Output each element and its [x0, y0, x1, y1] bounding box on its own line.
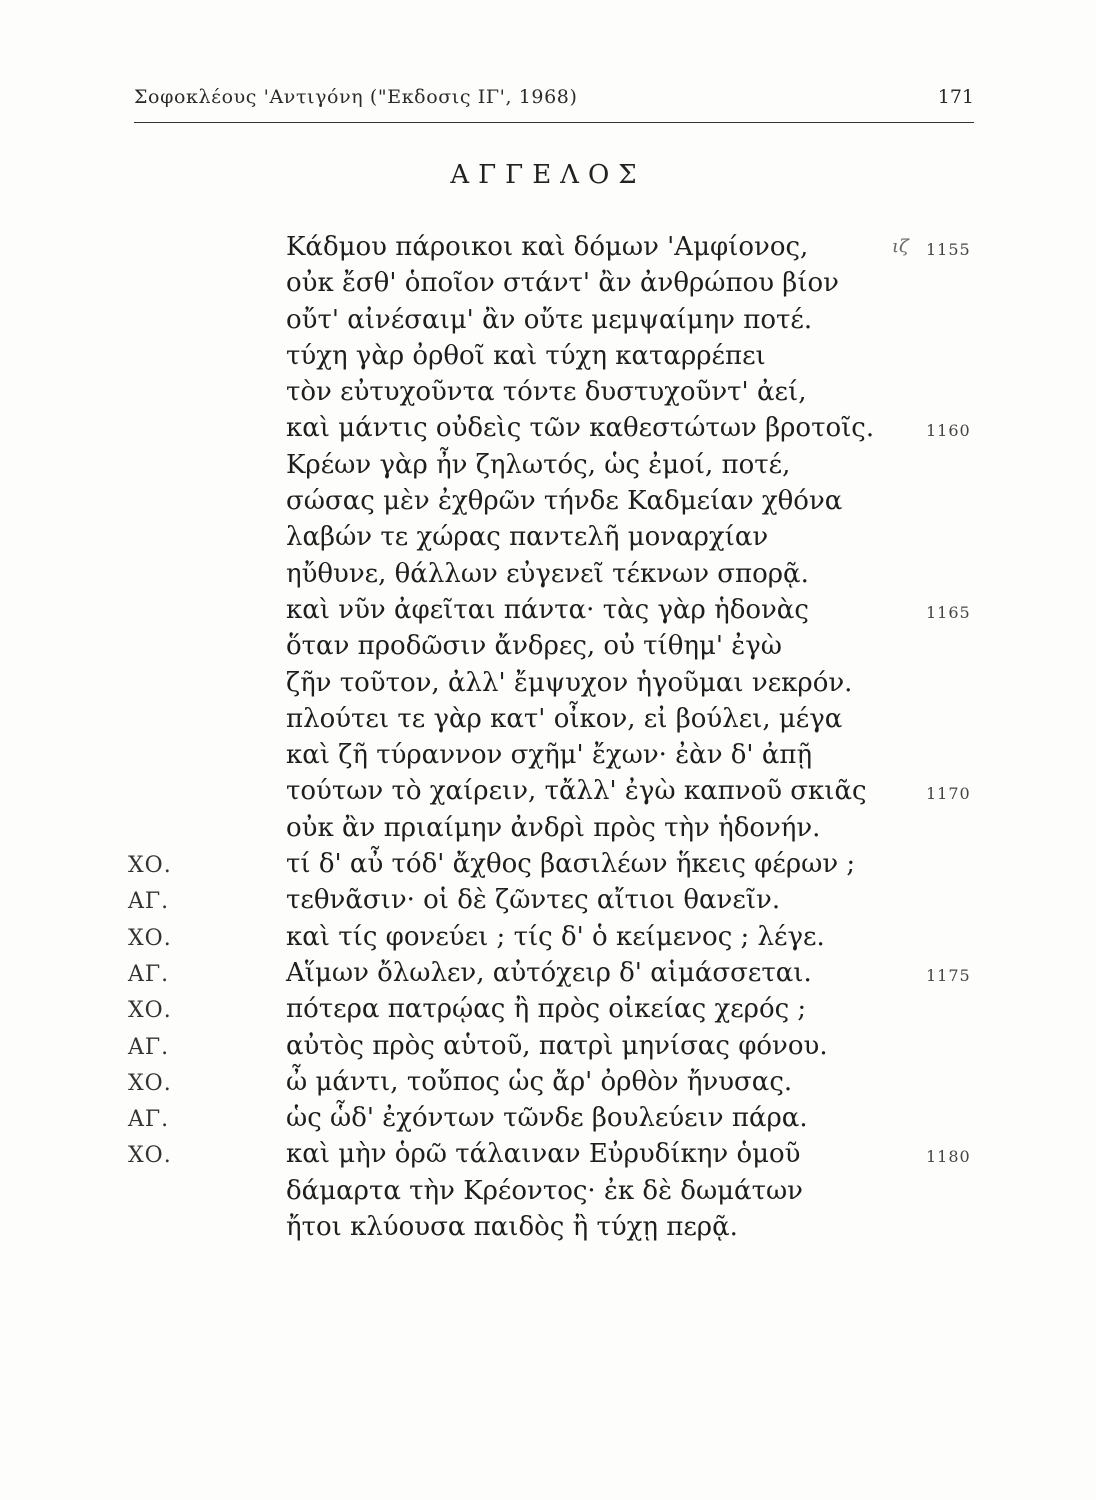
verse-line [0, 341, 1096, 377]
verse-text: τὸν εὐτυχοῦντα τόντε δυστυχοῦντ' ἀεί, [286, 377, 807, 408]
verse-text: καὶ τίς φονεύει ; τίς δ' ὁ κείμενος ; λέγε. [286, 921, 825, 952]
verse-text: τεθνᾶσιν· οἱ δὲ ζῶντες αἴτιοι θανεῖν. [286, 885, 781, 916]
speaker-label: ΑΓ. [128, 1107, 170, 1133]
verse-text: ηὔθυνε, θάλλων εὐγενεῖ τέκνων σπορᾷ. [286, 558, 809, 589]
verse-line [0, 704, 1096, 740]
line-number: 1180 [926, 1147, 971, 1167]
margin-annotation: ιζ [892, 236, 909, 257]
verse-line [0, 776, 1096, 812]
verse-line [0, 1139, 1096, 1175]
verse-text: ὅταν προδῶσιν ἄνδρες, οὐ τίθημ' ἐγὼ [286, 631, 782, 662]
speaker-label: ΑΓ. [128, 961, 170, 987]
verse-line [0, 522, 1096, 558]
verse-text: Αἵμων ὄλωλεν, αὐτόχειρ δ' αἱμάσσεται. [286, 957, 812, 988]
line-number: 1170 [926, 784, 971, 804]
verse-line [0, 668, 1096, 704]
verse-text: ὦ μάντι, τοὔπος ὡς ἄρ' ὀρθὸν ἤνυσας. [286, 1066, 793, 1097]
header-rule [134, 122, 974, 123]
verse-line [0, 268, 1096, 304]
verse-text: καὶ μὴν ὁρῶ τάλαιναν Εὐρυδίκην ὁμοῦ [286, 1139, 801, 1170]
verse-text: καὶ ζῆ τύραννον σχῆμ' ἔχων· ἐὰν δ' ἀπῇ [286, 740, 813, 771]
verse-line [0, 413, 1096, 449]
verse-text: αὐτὸς πρὸς αὑτοῦ, πατρὶ μηνίσας φόνου. [286, 1030, 828, 1061]
verse-line [0, 813, 1096, 849]
verse-text: τύχη γὰρ ὀρθοῖ καὶ τύχη καταρρέπει [286, 340, 766, 371]
speaker-label: ΑΓ. [128, 1034, 170, 1060]
verse-text: δάμαρτα τὴν Κρέοντος· ἐκ δὲ δωμάτων [286, 1175, 803, 1206]
line-number: 1175 [926, 965, 971, 985]
verse-line [0, 631, 1096, 667]
verse-text: ζῆν τοῦτον, ἀλλ' ἔμψυχον ἡγοῦμαι νεκρόν. [286, 667, 853, 698]
verse-line [0, 1212, 1096, 1248]
running-head [134, 86, 974, 120]
verse-block [0, 232, 1096, 1248]
verse-text: λαβών τε χώρας παντελῆ μοναρχίαν [286, 522, 769, 553]
verse-text: πότερα πατρῴας ἢ πρὸς οἰκείας χερός ; [286, 994, 807, 1025]
verse-text: Κάδμου πάροικοι καὶ δόμων 'Αμφίονος, [286, 232, 809, 262]
speaker-heading: ΑΓΓΕΛΟΣ [450, 160, 646, 190]
speaker-label: ΧΟ. [128, 998, 172, 1024]
verse-line [0, 450, 1096, 486]
verse-line [0, 958, 1096, 994]
page-number: 171 [937, 86, 974, 108]
verse-line [0, 305, 1096, 341]
verse-line [0, 1103, 1096, 1139]
speaker-label: ΧΟ. [128, 1070, 172, 1096]
verse-text: πλούτει τε γὰρ κατ' οἶκον, εἰ βούλει, μέγα [286, 703, 843, 734]
verse-text: ἤτοι κλύουσα παιδὸς ἢ τύχῃ περᾷ. [286, 1212, 738, 1243]
verse-line [0, 849, 1096, 885]
running-title: Σοφοκλέους 'Αντιγόνη ("Εκδοσις ΙΓ', 1968) [134, 86, 578, 108]
verse-line [0, 994, 1096, 1030]
verse-text: οὐκ ἂν πριαίμην ἀνδρὶ πρὸς τὴν ἡδονήν. [286, 812, 821, 843]
verse-text: τί δ' αὖ τόδ' ἄχθος βασιλέων ἥκεις φέρων ; [286, 849, 856, 880]
verse-text: οὐκ ἔσθ' ὁποῖον στάντ' ἂν ἀνθρώπου βίον [286, 268, 839, 299]
verse-text: τούτων τὸ χαίρειν, τἄλλ' ἐγὼ καπνοῦ σκιᾶς [286, 776, 867, 807]
verse-text: Κρέων γὰρ ἦν ζηλωτός, ὡς ἐμοί, ποτέ, [286, 449, 791, 480]
line-number: 1165 [926, 602, 971, 622]
verse-line [0, 595, 1096, 631]
verse-line [0, 559, 1096, 595]
verse-text: ὡς ὧδ' ἐχόντων τῶνδε βουλεύειν πάρα. [286, 1103, 808, 1134]
verse-line [0, 232, 1096, 268]
verse-line [0, 1067, 1096, 1103]
verse-text: καὶ νῦν ἀφεῖται πάντα· τὰς γὰρ ἡδονὰς [286, 594, 809, 625]
verse-line [0, 1031, 1096, 1067]
verse-text: καὶ μάντις οὐδεὶς τῶν καθεστώτων βροτοῖς. [286, 413, 875, 444]
verse-line [0, 377, 1096, 413]
speaker-label: ΧΟ. [128, 925, 172, 951]
verse-line [0, 740, 1096, 776]
verse-text: σώσας μὲν ἐχθρῶν τήνδε Καδμείαν χθόνα [286, 486, 843, 517]
verse-text: οὔτ' αἰνέσαιμ' ἂν οὔτε μεμψαίμην ποτέ. [286, 304, 813, 335]
speaker-label: ΧΟ. [128, 1143, 172, 1169]
verse-line [0, 1176, 1096, 1212]
speaker-label: ΑΓ. [128, 889, 170, 915]
verse-line [0, 922, 1096, 958]
speaker-label: ΧΟ. [128, 853, 172, 879]
verse-line [0, 486, 1096, 522]
line-number: 1155 [926, 240, 971, 259]
verse-line [0, 885, 1096, 921]
line-number: 1160 [926, 421, 971, 441]
